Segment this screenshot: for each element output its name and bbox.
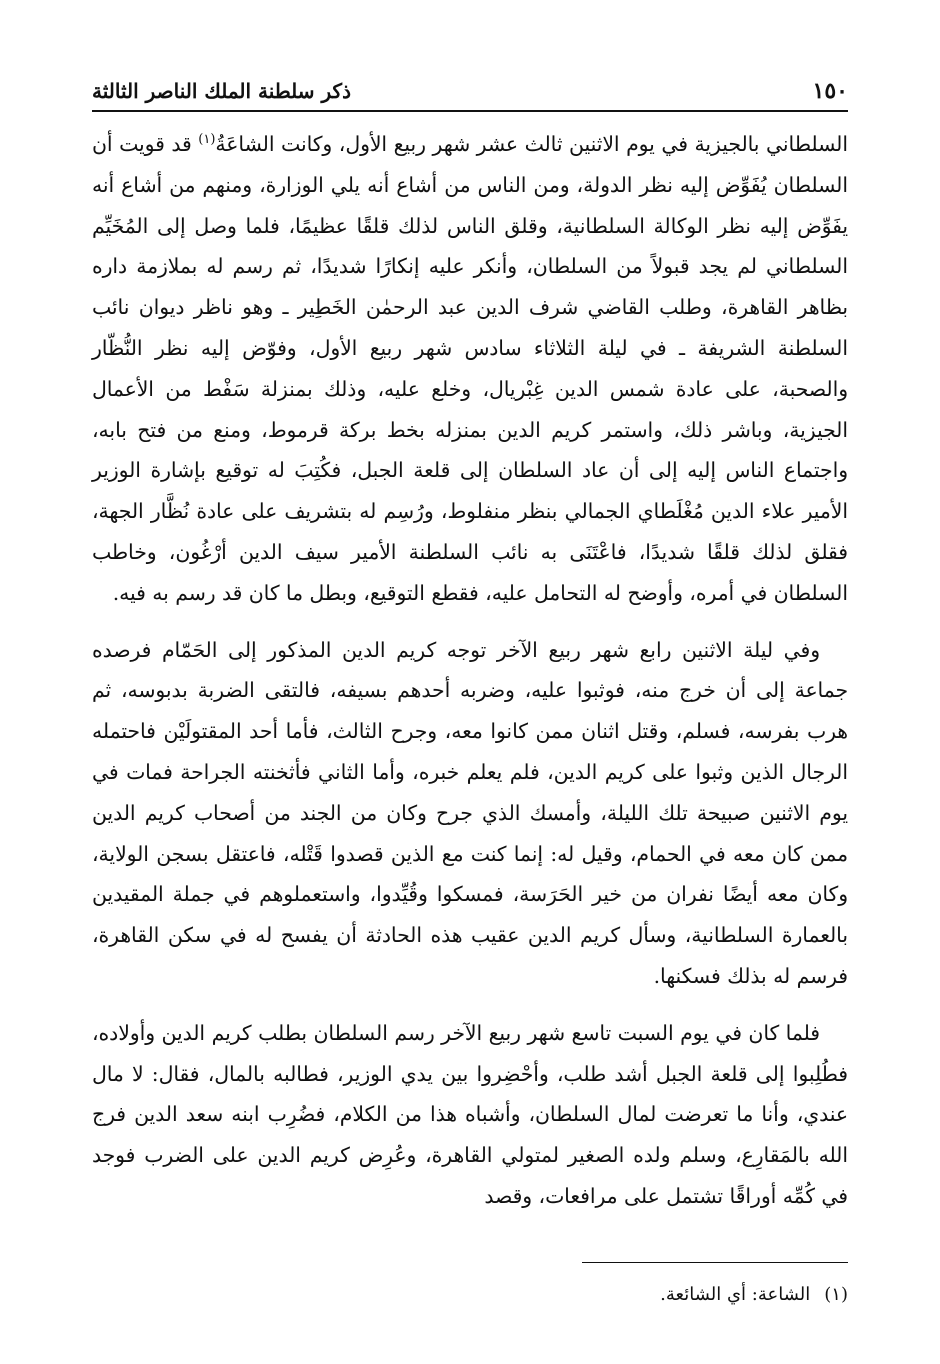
- paragraph-3: فلما كان في يوم السبت تاسع شهر ربيع الآخر رسم السلطان بطلب كريم الدين وأولاده، فطُلِبوا إلى قلعة الجبل أشد طلب، وأحْضِروا بين يدي الوزير، فطالبه بالمال، فقال: لا مال عندي، وأنا ما تعرضت لمال السلطان، وأشباه هذا من الكلام، فضُرِب ابنه سعد الدين فرج الله بالمَقارِع، وسلم ولده الصغير لمتولي القاهرة، وعُرِض كريم الدين على الضرب فوجد في كُمِّه أوراقًا تشتمل على مرافعات، وقصد: [92, 1020, 848, 1208]
- footnote-divider: [582, 1262, 848, 1263]
- footnote-text: الشاعة: أي الشائعة.: [660, 1284, 811, 1305]
- page-number: ١٥٠: [812, 78, 848, 104]
- footnote-reference: (١): [198, 132, 216, 148]
- paragraph-1-start: السلطاني بالجيزية في يوم الاثنين ثالث عشر شهر ربيع الأول، وكانت الشاعَةُ: [215, 132, 848, 156]
- running-title: ذكر سلطنة الملك الناصر الثالثة: [92, 79, 351, 103]
- footnote: [92, 1282, 848, 1308]
- paragraph-1: [92, 124, 848, 614]
- paragraph-1-rest: قد قويت أن السلطان يُفَوِّض إليه نظر الدولة، ومن الناس من أشاع أنه يلي الوزارة، ومنهم من أشاع أنه يفَوِّض إليه نظر الوكالة السلطانية، وقلق الناس لذلك قلقًا عظيمًا، فلما وصل إلى المُخَيِّم السلطاني لم يجد قبولاً من السلطان، وأنكر عليه إنكارًا شديدًا، ثم رسم له بملازمة داره بظاهر القاهرة، وطلب القاضي شرف الدين عبد الرحمٰن الخَطِير ـ وهو ناظر ديوان نائب السلطنة الشريفة ـ في ليلة الثلاثاء سادس شهر ربيع الأول، وفوّض إليه نظر النُّظّار والصحبة، على عادة شمس الدين غِبْريال، وخلع عليه، وذلك بمنزلة سَفْط من الأعمال الجيزية، وباشر ذلك، واستمر كريم الدين بمنزله بخط بركة قرموط، ومنع من فتح بابه، واجتماع الناس إليه إلى أن عاد السلطان إلى قلعة الجبل، فكُتِبَ له توقيع بإشارة الوزير الأمير علاء الدين مُغْلَطاي الجمالي بنظر منفلوط، ورُسِم له بتشريف على عادة نُظَّار الجهة، فقلق لذلك قلقًا شديدًا، فاعْتَنَى به نائب السلطنة الأمير سيف الدين أرْغُون، وخاطب السلطان في أمره، وأوضح له التحامل عليه، فقطع التوقيع، وبطل ما كان قد رسم به فيه.: [92, 132, 848, 605]
- footnote-number: (١): [824, 1284, 848, 1305]
- paragraph-2: وفي ليلة الاثنين رابع شهر ربيع الآخر توجه كريم الدين المذكور إلى الحَمّام فرصده جماعة إلى أن خرج منه، فوثبوا عليه، وضربه أحدهم بسيفه، فالتقى الضربة بدبوسه، ثم هرب بفرسه، فسلم، وقتل اثنان ممن كانوا معه، وجرح الثالث، فأما أحد المقتولَيْن فاحتمله الرجال الذين وثبوا على كريم الدين، فلم يعلم خبره، وأما الثاني فأثخنته الجراحة فمات في يوم الاثنين صبيحة تلك الليلة، وأمسك الذي جرح وكان من الجند من أصحاب كريم الدين ممن كان معه في الحمام، وقيل له: إنما كنت مع الذين قصدوا قَتْله، فاعتقل بسجن الولاية، وكان معه أيضًا نفران من خير الحَرَسة، فمسكوا وقُيِّدوا، واستعملوهم في جملة المقيدين بالعمارة السلطانية، وسأل كريم الدين عقيب هذه الحادثة أن يفسح له في سكن القاهرة، فرسم له بذلك فسكنها.: [92, 637, 848, 988]
- running-header: [92, 72, 848, 112]
- main-text: [92, 124, 848, 1217]
